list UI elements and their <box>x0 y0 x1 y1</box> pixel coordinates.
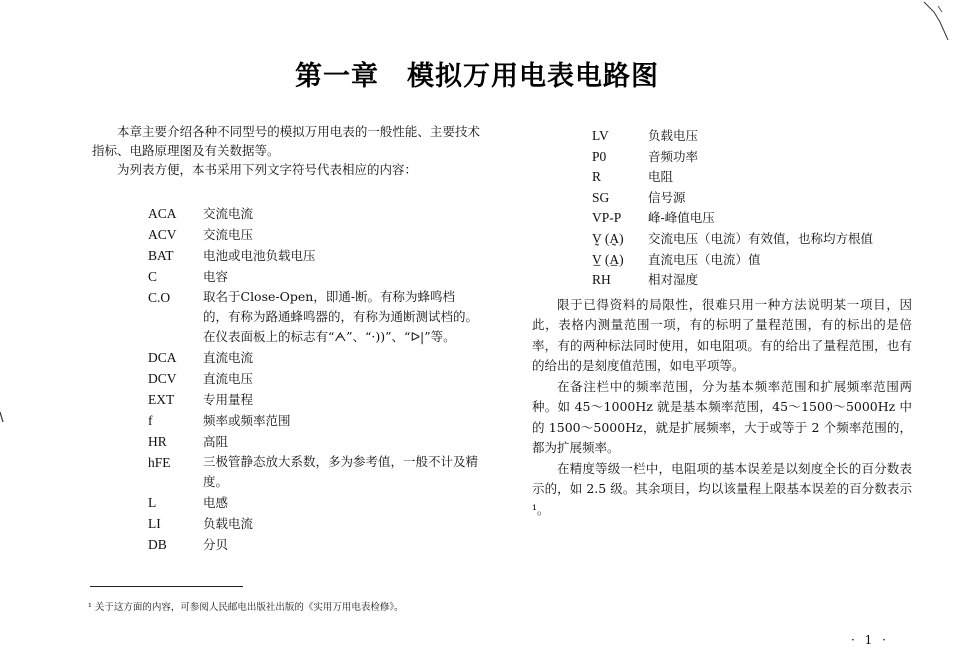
symbol-description: 交流电流 <box>203 206 254 221</box>
symbol-code: HR <box>148 434 167 449</box>
symbol-description: 电容 <box>203 269 229 284</box>
symbol-code: ACA <box>148 206 177 221</box>
symbol-description: 专用量程 <box>203 392 254 407</box>
symbol-code: BAT <box>148 248 174 263</box>
body-paragraph: 限于已得资料的局限性，很难只用一种方法说明某一项目，因此，表格内测量范围一项，有的标明了量程范围，有的标出的是倍率，有的两种标法同时使用，如电阻项。有的给出了量程范围，也有的给出的是刻度值范围，如电平项等。 <box>532 296 912 374</box>
right-column <box>532 126 912 520</box>
symbol-code: L <box>148 495 157 510</box>
symbol-description: 峰-峰值电压 <box>648 210 715 226</box>
symbol-row <box>92 452 480 492</box>
symbol-row <box>92 410 480 431</box>
symbol-code: DCV <box>148 371 177 386</box>
symbol-description: 直流电流 <box>203 350 254 365</box>
symbol-description: 取名于Close-Open，即通-断。有称为蜂鸣档的，有称为路通蜂鸣器的，有称为通断测试档的。在仪表面板上的标志有“ᗅ”、“·))”、“ᐅ|”等。 <box>203 289 479 344</box>
symbol-row <box>92 266 480 287</box>
symbol-code: LI <box>148 516 161 531</box>
symbol-description: 电池或电池负载电压 <box>203 248 316 263</box>
symbol-list-right <box>532 126 912 291</box>
symbol-code: ACV <box>148 227 177 242</box>
symbol-code: C.O <box>148 290 171 305</box>
notes-section <box>532 295 912 521</box>
symbol-description: 交流电压（电流）有效值，也称均方根值 <box>648 230 874 246</box>
intro-paragraph: 为列表方便，本书采用下列文字符号代表相应的内容： <box>117 162 418 177</box>
symbol-code: P0 <box>592 148 607 164</box>
symbol-code: R <box>592 169 602 185</box>
page-number: · 1 · <box>851 633 889 647</box>
symbol-row <box>532 126 912 147</box>
symbol-list-left <box>92 203 480 555</box>
symbol-description: 频率或频率范围 <box>203 413 291 428</box>
symbol-description: 三极管静态放大系数，多为参考值，一般不计及精度。 <box>203 454 479 489</box>
scan-edge-mark <box>0 410 4 424</box>
symbol-row <box>92 224 480 245</box>
symbol-description: 直流电压（电流）值 <box>648 251 761 267</box>
symbol-row <box>532 250 912 271</box>
symbol-description: 负载电流 <box>203 516 254 531</box>
symbol-row <box>92 347 480 368</box>
symbol-description: 电感 <box>203 495 229 510</box>
symbol-row <box>532 188 912 209</box>
symbol-code: DCA <box>148 350 177 365</box>
symbol-description: 直流电压 <box>203 371 254 386</box>
footnote-divider <box>90 586 243 587</box>
symbol-description: 相对湿度 <box>648 272 699 288</box>
symbol-code: V̰ (A̰) <box>592 230 624 246</box>
symbol-code: hFE <box>148 455 171 470</box>
symbol-row <box>92 534 480 555</box>
symbol-code: EXT <box>148 392 175 407</box>
symbol-code: VP-P <box>592 210 622 226</box>
symbol-code: V̲ (A̲) <box>592 251 624 267</box>
symbol-row <box>92 245 480 266</box>
symbol-code: LV <box>592 128 609 143</box>
body-paragraph: 在精度等级一栏中，电阻项的基本误差是以刻度全长的百分数表示的，如 2.5 级。其余项目，均以该量程上限基本误差的百分数表示¹。 <box>532 460 912 517</box>
chapter-title: 第一章 模拟万用电表电路图 <box>295 61 659 92</box>
symbol-code: C <box>148 269 158 284</box>
footnote: ¹ 关于这方面的内容，可参阅人民邮电出版社出版的《实用万用电表检修》。 <box>88 602 404 613</box>
symbol-row <box>92 431 480 452</box>
symbol-description: 分贝 <box>203 537 229 552</box>
symbol-description: 电阻 <box>648 169 674 185</box>
symbol-code: DB <box>148 537 167 552</box>
symbol-code: f <box>148 413 153 428</box>
symbol-row <box>532 208 912 229</box>
symbol-description: 音频功率 <box>648 148 699 164</box>
symbol-row <box>92 389 480 410</box>
symbol-description: 交流电压 <box>203 227 254 242</box>
symbol-row <box>532 229 912 250</box>
symbol-row <box>532 270 912 291</box>
symbol-row <box>532 167 912 188</box>
symbol-row <box>92 287 480 347</box>
symbol-description: 负载电压 <box>648 128 699 143</box>
symbol-row <box>92 492 480 513</box>
intro-paragraph: 本章主要介绍各种不同型号的模拟万用电表的一般性能、主要技术指标、电路原理图及有关数据等。 <box>92 124 480 158</box>
scan-corner-mark <box>920 0 954 46</box>
symbol-row <box>92 513 480 534</box>
symbol-row <box>92 203 480 224</box>
symbol-description: 高阻 <box>203 434 229 449</box>
symbol-row <box>92 368 480 389</box>
symbol-row <box>532 147 912 168</box>
symbol-code: SG <box>592 189 610 205</box>
symbol-code: RH <box>592 272 611 288</box>
symbol-description: 信号源 <box>648 189 686 205</box>
left-column <box>92 122 480 555</box>
body-paragraph: 在备注栏中的频率范围，分为基本频率范围和扩展频率范围两种。如 45～1000Hz 就是基本频率范围，45～1500～5000Hz 中的 1500～5000Hz，就是扩展频率，大于或等于 2 个频率范围的，都为扩展频率。 <box>532 378 912 456</box>
